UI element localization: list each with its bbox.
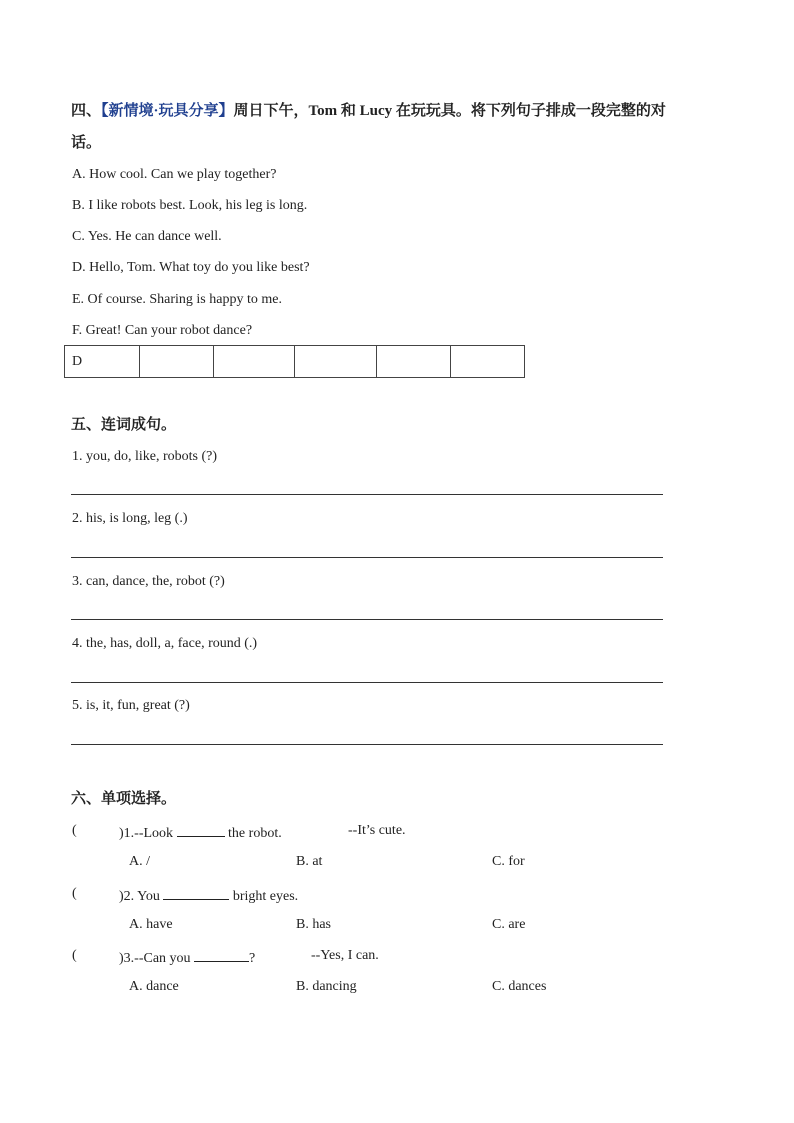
sentence-item-5: 5. is, it, fun, great (?): [72, 698, 190, 713]
sentence-item-1: 1. you, do, like, robots (?): [72, 449, 218, 464]
section4-title-continued: 话。: [71, 135, 102, 151]
q3-option-a[interactable]: A. dance: [129, 979, 179, 994]
q3-stem-post: ?: [249, 951, 256, 966]
q3-reply: --Yes, I can.: [311, 948, 379, 963]
section5-title: 五、连词成句。: [71, 417, 177, 433]
order-cell-1[interactable]: D: [65, 346, 140, 378]
q1-answer-paren[interactable]: (: [72, 823, 77, 838]
sentence-item-3: 3. can, dance, the, robot (?): [72, 574, 225, 589]
q3-answer-paren[interactable]: (: [72, 948, 77, 963]
q2-stem-pre: )2. You: [119, 889, 160, 904]
sentence-d: D. Hello, Tom. What toy do you like best?: [72, 260, 310, 275]
sentence-a: A. How cool. Can we play together?: [72, 167, 277, 182]
section6-title: 六、单项选择。: [71, 791, 177, 807]
sentence-c: C. Yes. He can dance well.: [72, 229, 222, 244]
q3-option-c[interactable]: C. dances: [492, 979, 547, 994]
q1-option-b[interactable]: B. at: [296, 854, 323, 869]
q3-stem: [119, 947, 255, 968]
answer-line-2[interactable]: [71, 557, 663, 558]
q1-stem-post: the robot.: [228, 826, 282, 841]
order-cell-3[interactable]: [214, 346, 295, 378]
q3-stem-pre: )3.--Can you: [119, 951, 191, 966]
order-cell-6[interactable]: [451, 346, 525, 378]
q1-stem: [119, 822, 282, 843]
order-cell-2[interactable]: [140, 346, 214, 378]
q2-option-b[interactable]: B. has: [296, 917, 331, 932]
q1-reply: --It’s cute.: [348, 823, 406, 838]
q2-stem-post: bright eyes.: [232, 889, 299, 904]
section4-title: [71, 102, 666, 120]
q2-stem: [119, 885, 298, 906]
q1-option-c[interactable]: C. for: [492, 854, 525, 869]
answer-line-5[interactable]: [71, 744, 663, 745]
section4-context-tag: 【新情境·玩具分享】: [101, 103, 234, 119]
answer-line-3[interactable]: [71, 619, 663, 620]
q3-option-b[interactable]: B. dancing: [296, 979, 357, 994]
q2-option-a[interactable]: A. have: [129, 917, 173, 932]
section4-instruction: 周日下午，Tom 和 Lucy 在玩玩具。将下列句子排成一段完整的对: [233, 103, 666, 119]
q1-blank[interactable]: [177, 822, 225, 837]
q1-option-a[interactable]: A. /: [129, 854, 150, 869]
order-answer-table: [64, 345, 525, 378]
answer-line-4[interactable]: [71, 682, 663, 683]
q2-answer-paren[interactable]: (: [72, 886, 77, 901]
sentence-item-2: 2. his, is long, leg (.): [72, 511, 188, 526]
section4-number: 四、: [71, 103, 102, 119]
answer-line-1[interactable]: [71, 494, 663, 495]
order-cell-5[interactable]: [377, 346, 451, 378]
q1-stem-pre: )1.--Look: [119, 826, 174, 841]
q2-option-c[interactable]: C. are: [492, 917, 526, 932]
sentence-item-4: 4. the, has, doll, a, face, round (.): [72, 636, 258, 651]
order-cell-4[interactable]: [295, 346, 377, 378]
q3-blank[interactable]: [194, 947, 249, 962]
q2-blank[interactable]: [163, 885, 229, 900]
sentence-b: B. I like robots best. Look, his leg is long.: [72, 198, 308, 213]
sentence-f: F. Great! Can your robot dance?: [72, 323, 253, 338]
sentence-e: E. Of course. Sharing is happy to me.: [72, 292, 282, 307]
